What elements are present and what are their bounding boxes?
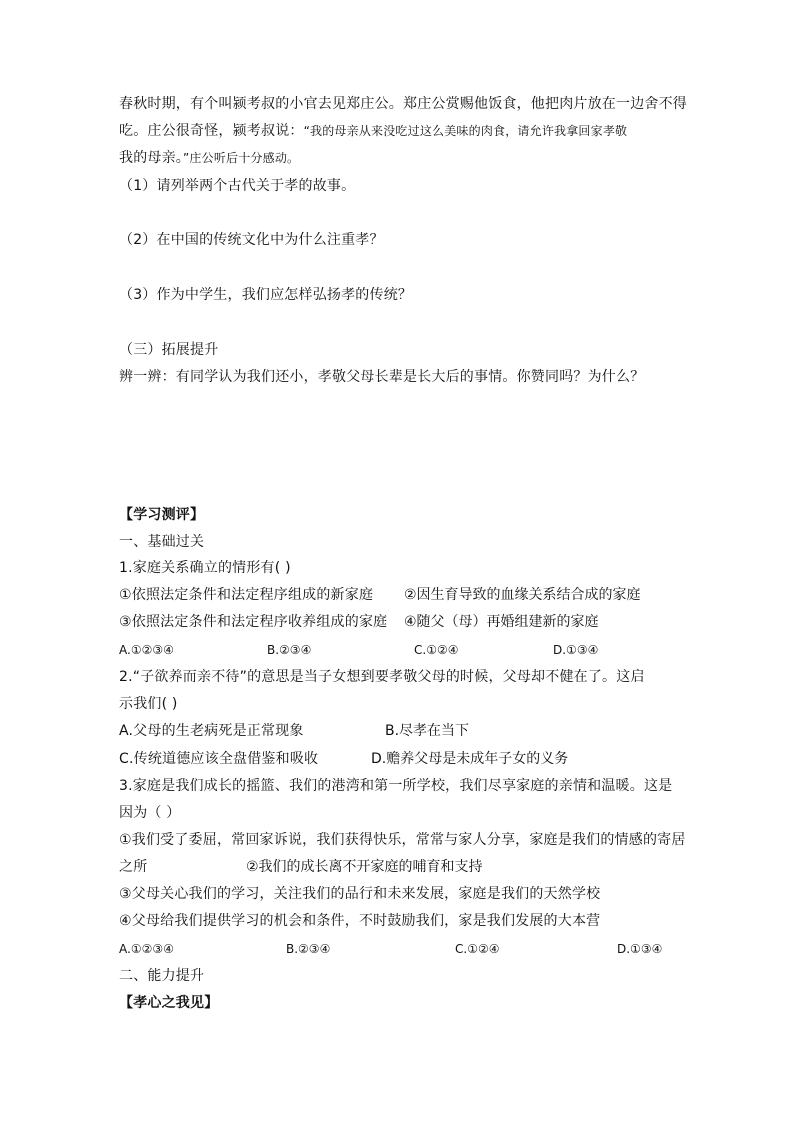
section-ability: 二、能力提升 xyxy=(119,968,205,984)
section-basic: 一、基础过关 xyxy=(119,534,205,550)
mcq-1-option-b[interactable]: B.②③④ xyxy=(267,643,312,657)
mcq-2-stem-2: 示我们( ) xyxy=(119,696,178,712)
mcq-2-option-a[interactable]: A.父母的生老病死是正常现象 xyxy=(119,723,304,739)
mcq-3-item-1-line-2: 之所 xyxy=(119,859,148,875)
mcq-3-item-2: ②我们的成长离不开家庭的哺育和支持 xyxy=(246,859,483,875)
mcq-2-option-b[interactable]: B.尽孝在当下 xyxy=(385,723,470,739)
mcq-3-item-4: ④父母给我们提供学习的机会和条件，不时鼓励我们，家是我们发展的大本营 xyxy=(119,913,601,929)
mcq-3-item-1-line-1: ①我们受了委屈，常回家诉说，我们获得快乐，常常与家人分享，家庭是我们的情感的寄居 xyxy=(119,832,686,848)
mcq-3-option-a[interactable]: A.①②③④ xyxy=(119,942,174,956)
mcq-3-option-b[interactable]: B.②③④ xyxy=(286,942,331,956)
mcq-3-item-3: ③父母关心我们的学习，关注我们的品行和未来发展，家庭是我们的天然学校 xyxy=(119,886,601,902)
mcq-2-option-d[interactable]: D.赡养父母是未成年子女的义务 xyxy=(371,751,569,767)
mcq-3-option-c[interactable]: C.①②④ xyxy=(455,942,500,956)
question-1: （1）请列举两个古代关于孝的故事。 xyxy=(119,178,356,194)
mcq-1-option-a[interactable]: A.①②③④ xyxy=(119,643,174,657)
passage-line-2 xyxy=(119,121,627,141)
mcq-1-option-c[interactable]: C.①②④ xyxy=(414,643,459,657)
mcq-1-stem: 1.家庭关系确立的情形有( ) xyxy=(119,560,291,576)
mcq-1-item-2: ②因生育导致的血缘关系结合成的家庭 xyxy=(404,587,641,603)
mcq-1-item-4: ④随父（母）再婚组建新的家庭 xyxy=(404,614,599,630)
mcq-1-item-1: ①依照法定条件和法定程序组成的新家庭 xyxy=(119,587,374,603)
mcq-3-stem-2: 因为（ ） xyxy=(119,805,181,821)
mcq-1-item-3: ③依照法定条件和法定程序收养组成的家庭 xyxy=(119,614,388,630)
mcq-1-items-row-1 xyxy=(119,585,373,605)
filial-heart-heading: 【孝心之我见】 xyxy=(119,995,219,1011)
passage-line-3 xyxy=(119,148,299,168)
mcq-2-stem-1: 2.“子欲养而亲不待”的意思是当子女想到要孝敬父母的时候，父母却不健在了。这启 xyxy=(119,669,645,685)
mcq-2-option-c[interactable]: C.传统道德应该全盘借鉴和吸收 xyxy=(119,751,319,767)
mcq-3-stem-1: 3.家庭是我们成长的摇篮、我们的港湾和第一所学校，我们尽享家庭的亲情和温暖。这是 xyxy=(119,778,673,794)
extension-heading: （三）拓展提升 xyxy=(119,342,219,358)
passage-line-2-a: 吃。庄公很奇怪，颍考叔说： xyxy=(119,123,304,139)
passage-line-3-a: 我的母亲。 xyxy=(119,150,183,166)
passage-quote-2: ”庄公听后十分感动。 xyxy=(183,151,300,165)
question-3: （3）作为中学生，我们应怎样弘扬孝的传统？ xyxy=(119,287,413,303)
passage-quote-1: “我的母亲从来没吃过这么美味的肉食，请允许我拿回家孝敬 xyxy=(303,124,628,138)
debate-question: 辨一辨：有同学认为我们还小，孝敬父母长辈是长大后的事情。你赞同吗？为什么？ xyxy=(119,369,645,385)
mcq-3-option-d[interactable]: D.①③④ xyxy=(617,942,663,956)
assessment-heading: 【学习测评】 xyxy=(119,507,205,523)
question-2: （2）在中国的传统文化中为什么注重孝？ xyxy=(119,232,384,248)
passage-line-1: 春秋时期，有个叫颍考叔的小官去见郑庄公。郑庄公赏赐他饭食，他把肉片放在一边舍不得 xyxy=(119,96,687,112)
mcq-1-option-d[interactable]: D.①③④ xyxy=(553,643,599,657)
